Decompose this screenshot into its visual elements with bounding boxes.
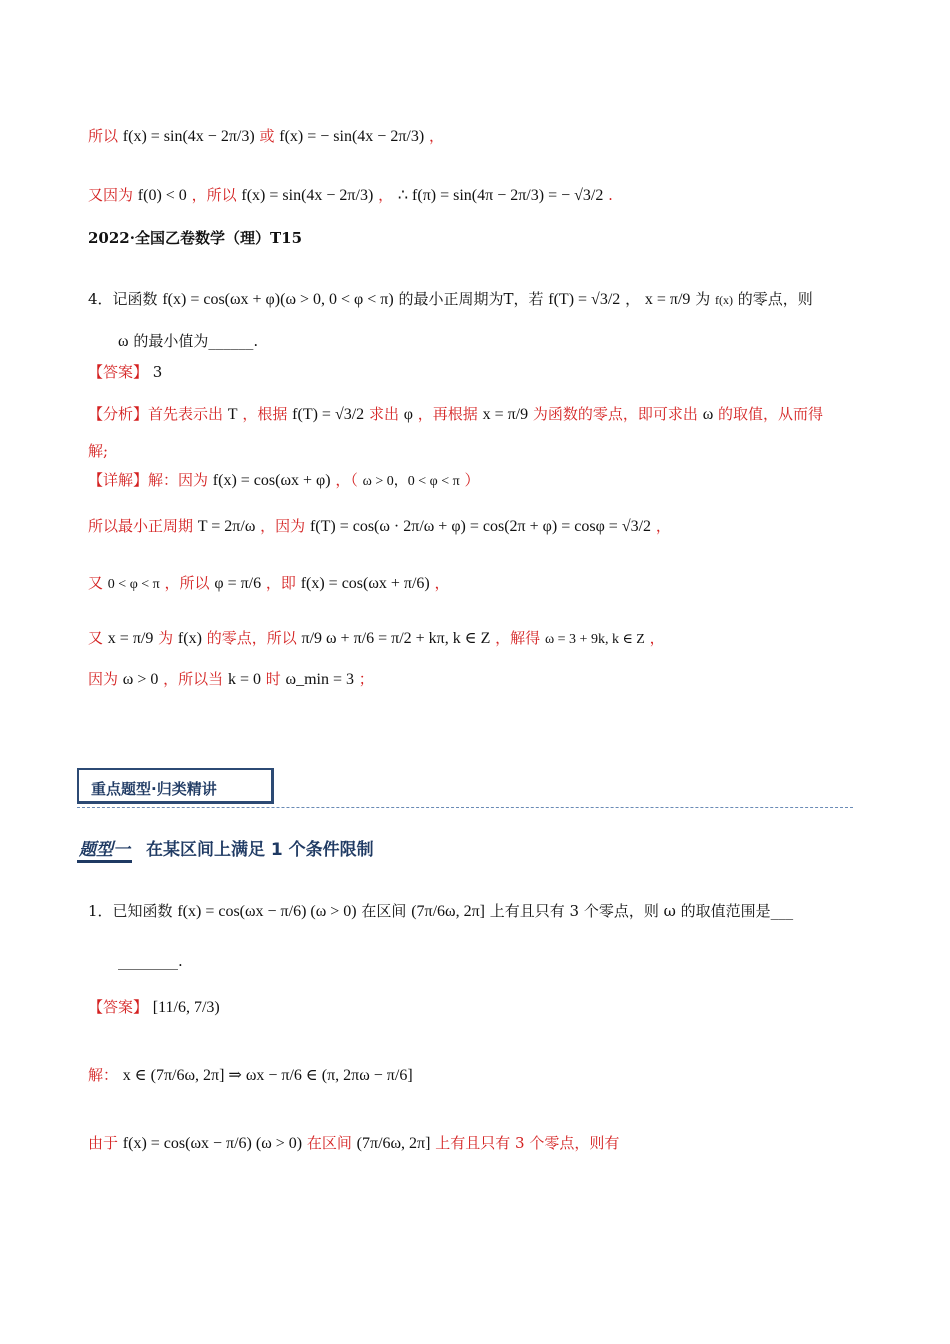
formula: ω > 0，0 < φ < π bbox=[362, 474, 460, 489]
text: 所以 bbox=[88, 127, 119, 145]
formula: π/9 ω + π/6 = π/2 + kπ, k ∈ Z bbox=[301, 630, 491, 647]
text: ， bbox=[625, 290, 641, 308]
formula: x = π/9 bbox=[644, 291, 691, 308]
solution-line-2 bbox=[88, 184, 880, 207]
text: 为函数的零点，即可求出 bbox=[532, 405, 698, 423]
text: ， bbox=[649, 629, 665, 647]
text: 的最小正周期为T，若 bbox=[398, 290, 544, 308]
formula: ω_min = 3 bbox=[285, 671, 354, 688]
formula: f(x) = − sin(4x − 2π/3) bbox=[279, 128, 425, 145]
text: 时 bbox=[265, 670, 281, 688]
text: 1．已知函数 bbox=[88, 902, 173, 920]
text: 因为 bbox=[88, 670, 119, 688]
question-4 bbox=[88, 288, 880, 311]
answer-value: [11/6, 7/3) bbox=[152, 999, 220, 1016]
formula: f(x) = sin(4x − 2π/3) bbox=[122, 128, 255, 145]
formula: x = π/9 bbox=[107, 630, 154, 647]
formula: ω > 0 bbox=[122, 671, 159, 688]
text: 又因为 bbox=[88, 186, 134, 204]
text: ） bbox=[464, 471, 480, 489]
answer-label: 【答案】 bbox=[88, 363, 149, 381]
period-line bbox=[88, 515, 880, 538]
solution-line-1 bbox=[88, 125, 880, 148]
formula: T bbox=[227, 406, 238, 423]
answer-value: 3 bbox=[152, 363, 163, 381]
text: ， bbox=[434, 574, 450, 592]
topic-badge: 题型一 bbox=[77, 835, 132, 863]
text: ，所以 bbox=[191, 186, 237, 204]
text: ，即 bbox=[265, 574, 296, 592]
problem-1-answer bbox=[88, 996, 880, 1019]
text: ； bbox=[358, 670, 374, 688]
formula: (7π/6ω, 2π] bbox=[411, 903, 485, 920]
formula: k = 0 bbox=[227, 671, 261, 688]
formula: (7π/6ω, 2π] bbox=[356, 1135, 431, 1152]
text: 又 bbox=[88, 629, 104, 647]
detail-line bbox=[88, 469, 880, 493]
text: 求出 bbox=[368, 405, 399, 423]
text: . bbox=[608, 186, 613, 204]
analysis-line-2: 解; bbox=[88, 442, 109, 460]
text: 解： bbox=[88, 1066, 119, 1084]
text: 【分析】首先表示出 bbox=[88, 405, 224, 423]
text: ，根据 bbox=[242, 405, 288, 423]
formula: ω bbox=[118, 333, 129, 350]
formula: ω = 3 + 9k, k ∈ Z bbox=[544, 632, 645, 647]
formula: x = π/9 bbox=[482, 406, 529, 423]
formula: T = 2π/ω bbox=[197, 518, 256, 535]
formula: f(x) = cos(ωx − π/6) (ω > 0) bbox=[177, 903, 357, 920]
text: ，因为 bbox=[260, 517, 306, 535]
formula: ∴ f(π) = sin(4π − 2π/3) = − √3/2 bbox=[397, 187, 604, 204]
text: 又 bbox=[88, 574, 104, 592]
formula: f(x) = sin(4x − 2π/3) bbox=[241, 187, 374, 204]
zero-line bbox=[88, 627, 880, 651]
text: 在区间 bbox=[361, 902, 407, 920]
section-divider bbox=[77, 807, 853, 808]
text: 所以最小正周期 bbox=[88, 517, 194, 535]
formula: x ∈ (7π/6ω, 2π] ⇒ ωx − π/6 ∈ (π, 2πω − π/6] bbox=[122, 1067, 413, 1084]
formula: φ = π/6 bbox=[214, 575, 262, 592]
text: 或 bbox=[259, 127, 275, 145]
min-line bbox=[88, 668, 880, 691]
text: ， bbox=[655, 517, 671, 535]
formula: f(T) = √3/2 bbox=[548, 291, 621, 308]
text: 的零点，所以 bbox=[206, 629, 297, 647]
text: ， bbox=[378, 186, 394, 204]
text: 的最小值为______. bbox=[133, 332, 259, 350]
formula: 0 < φ < π bbox=[107, 577, 160, 592]
formula: f(x) bbox=[177, 630, 202, 647]
formula: f(x) = cos(ωx + π/6) bbox=[300, 575, 430, 592]
text: ，解得 bbox=[495, 629, 541, 647]
formula: ω bbox=[702, 406, 714, 423]
text: 4．记函数 bbox=[88, 290, 158, 308]
text: 为 bbox=[695, 290, 711, 308]
text: 的零点，则 bbox=[737, 290, 813, 308]
problem-1-solution bbox=[88, 1064, 880, 1087]
text: ， bbox=[428, 127, 444, 145]
analysis-line bbox=[88, 403, 880, 426]
text: 的取值，从而得 bbox=[718, 405, 824, 423]
formula: φ bbox=[403, 406, 413, 423]
section-label: 重点题型·归类精讲 bbox=[91, 780, 217, 798]
text: 由于 bbox=[88, 1134, 119, 1152]
problem-1-line-2: ________. bbox=[118, 952, 183, 970]
text: 上有且只有 3 个零点，则有 bbox=[435, 1134, 620, 1152]
text: ，再根据 bbox=[417, 405, 478, 423]
formula: f(T) = √3/2 bbox=[292, 406, 365, 423]
text: ，所以 bbox=[164, 574, 210, 592]
formula: f(T) = cos(ω · 2π/ω + φ) = cos(2π + φ) = cosφ = √3/2 bbox=[309, 518, 652, 535]
phi-line bbox=[88, 572, 880, 596]
text: ，所以当 bbox=[163, 670, 224, 688]
text: 【详解】解：因为 bbox=[88, 471, 209, 489]
formula: f(0) < 0 bbox=[137, 187, 187, 204]
question-4-line-2 bbox=[118, 330, 880, 353]
formula: f(x) = cos(ωx + φ) bbox=[212, 472, 331, 489]
formula: f(x) = cos(ωx + φ)(ω > 0, 0 < φ < π) bbox=[162, 291, 394, 308]
text: 为 bbox=[158, 629, 174, 647]
section-header bbox=[77, 768, 274, 804]
problem-1 bbox=[88, 900, 880, 923]
text: 在区间 bbox=[306, 1134, 352, 1152]
problem-1-since bbox=[88, 1132, 880, 1155]
topic-title-text: 在某区间上满足 1 个条件限制 bbox=[146, 840, 374, 860]
topic-title bbox=[77, 835, 374, 863]
formula: f(x) = cos(ωx − π/6) (ω > 0) bbox=[122, 1135, 303, 1152]
text: 上有且只有 3 个零点，则 ω 的取值范围是___ bbox=[489, 902, 794, 920]
source-label: 2022·全国乙卷数学（理）T15 bbox=[88, 229, 303, 247]
answer-line bbox=[88, 361, 880, 383]
formula: f(x) bbox=[714, 293, 733, 307]
text: ，（ bbox=[335, 471, 358, 489]
answer-label: 【答案】 bbox=[88, 998, 149, 1016]
